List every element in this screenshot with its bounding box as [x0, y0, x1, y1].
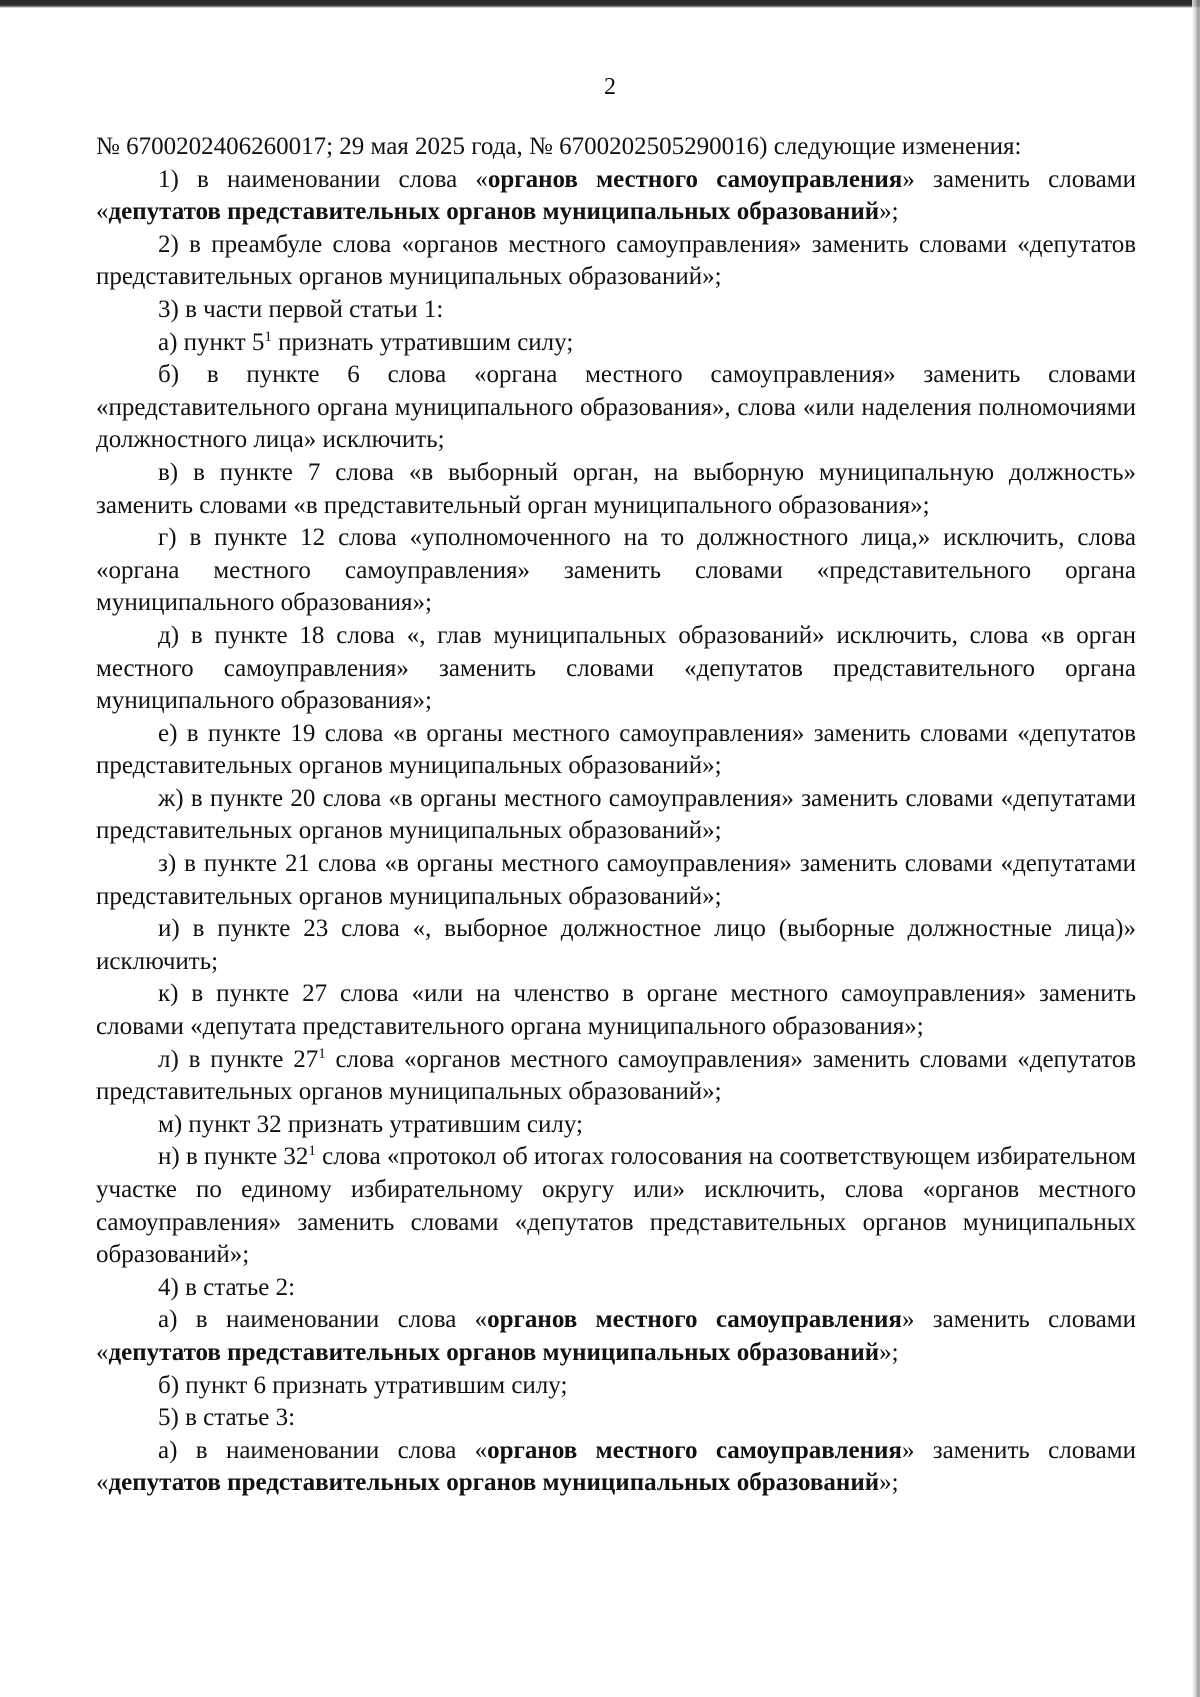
- bold-text: органов местного самоуправления: [487, 1306, 902, 1334]
- bold-text: органов местного самоуправления: [487, 1436, 902, 1464]
- paragraph: [96, 913, 1136, 978]
- bold-text: депутатов представительных органов муниципальных образований: [108, 198, 880, 226]
- scan-top-edge: [0, 0, 1200, 8]
- text-run: » заменить словами «: [96, 1436, 1136, 1497]
- text-run: а) в наименовании слова «: [158, 1306, 488, 1334]
- paragraph: [96, 783, 1136, 848]
- superscript: 1: [318, 1045, 326, 1062]
- superscript: 1: [264, 328, 272, 345]
- paragraph: [96, 327, 1136, 360]
- text-run: » заменить словами «: [96, 1306, 1136, 1366]
- text-run: е) в пункте 19 слова «в органы местного самоуправления» заменить словами «депутатов представительных органов муниципальных образований»;: [96, 719, 1136, 780]
- text-run: м) пункт 32 признать утратившим силу;: [158, 1110, 583, 1138]
- paragraph: [96, 229, 1136, 294]
- paragraph: [96, 718, 1136, 783]
- scan-right-edge: [1192, 0, 1200, 1697]
- text-run: к) в пункте 27 слова «или на членство в органе местного самоуправления» заменить словами «депутата представительного органа муниципального образования»;: [96, 980, 1136, 1041]
- document-body: [96, 131, 1136, 1500]
- text-run: 5) в статье 3:: [158, 1404, 296, 1432]
- text-run: з) в пункте 21 слова «в органы местного самоуправления» заменить словами «депутатами представительных органов муниципальных образований»;: [96, 850, 1136, 910]
- page-number: 2: [604, 74, 616, 100]
- text-run: »;: [879, 198, 899, 226]
- text-run: признать утратившим силу;: [271, 328, 574, 356]
- paragraph: [96, 848, 1136, 913]
- text-run: »;: [879, 1338, 899, 1366]
- paragraph: [96, 1435, 1136, 1500]
- paragraph: [96, 620, 1136, 718]
- bold-text: органов местного самоуправления: [487, 165, 903, 193]
- text-run: л) в пункте 27: [158, 1045, 319, 1073]
- paragraph: [96, 978, 1136, 1043]
- text-run: слова «протокол об итогах голосования на соответствующем избирательном участке по единому избирательному округу или» исключить, слова «органов местного самоуправления» заменить словами «депутатов представительных органов муниципальных образований»;: [96, 1143, 1136, 1269]
- text-run: а) пункт 5: [158, 328, 265, 356]
- text-run: б) в пункте 6 слова «органа местного самоуправления» заменить словами «представительного органа муниципального образования», слова «или наделения полномочиями должностного лица» исключить;: [96, 361, 1136, 454]
- paragraph: [96, 1402, 1136, 1435]
- text-run: г) в пункте 12 слова «уполномоченного на то должностного лица,» исключить, слова «органа местного самоуправления» заменить словами «представительного органа муниципального образования»;: [96, 524, 1136, 617]
- paragraph: [96, 1370, 1136, 1403]
- text-run: в) в пункте 7 слова «в выборный орган, на выборную муниципальную должность» заменить словами «в представительный орган муниципального образования»;: [96, 458, 1136, 519]
- text-run: и) в пункте 23 слова «, выборное должностное лицо (выборные должностные лица)» исключить;: [96, 915, 1136, 975]
- bold-text: депутатов представительных органов муниципальных образований: [108, 1469, 880, 1497]
- text-run: н) в пункте 32: [158, 1143, 309, 1171]
- paragraph: [96, 522, 1136, 620]
- paragraph: [96, 457, 1136, 522]
- bold-text: депутатов представительных органов муниципальных образований: [108, 1338, 880, 1366]
- paragraph: [96, 294, 1136, 327]
- text-run: 1) в наименовании слова «: [158, 165, 488, 193]
- superscript: 1: [308, 1143, 316, 1160]
- text-run: № 6700202406260017; 29 мая 2025 года, № 6700202505290016) следующие изменения:: [96, 133, 1022, 160]
- paragraph: [96, 164, 1136, 229]
- text-run: д) в пункте 18 слова «, глав муниципальных образований» исключить, слова «в орган местного самоуправления» заменить словами «депутатов представительного органа муниципального образования»;: [96, 621, 1136, 715]
- text-run: »;: [879, 1469, 899, 1497]
- paragraph: [96, 359, 1136, 457]
- paragraph: [96, 131, 1136, 164]
- text-run: ж) в пункте 20 слова «в органы местного самоуправления» заменить словами «депутатами представительных органов муниципальных образований»;: [96, 784, 1136, 845]
- paragraph: [96, 1109, 1136, 1142]
- paragraph: [96, 1304, 1136, 1369]
- text-run: б) пункт 6 признать утратившим силу;: [158, 1371, 568, 1399]
- text-run: 4) в статье 2:: [158, 1273, 296, 1301]
- text-run: » заменить словами «: [96, 165, 1136, 226]
- text-run: а) в наименовании слова «: [158, 1436, 488, 1464]
- text-run: 3) в части первой статьи 1:: [158, 295, 444, 323]
- text-run: слова «органов местного самоуправления» заменить словами «депутатов представительных органов муниципальных образований»;: [96, 1045, 1137, 1106]
- paragraph: [96, 1141, 1136, 1271]
- text-run: 2) в преамбуле слова «органов местного самоуправления» заменить словами «депутатов представительных органов муниципальных образований»;: [96, 230, 1136, 291]
- paragraph: [96, 1272, 1136, 1305]
- paragraph: [96, 1044, 1136, 1109]
